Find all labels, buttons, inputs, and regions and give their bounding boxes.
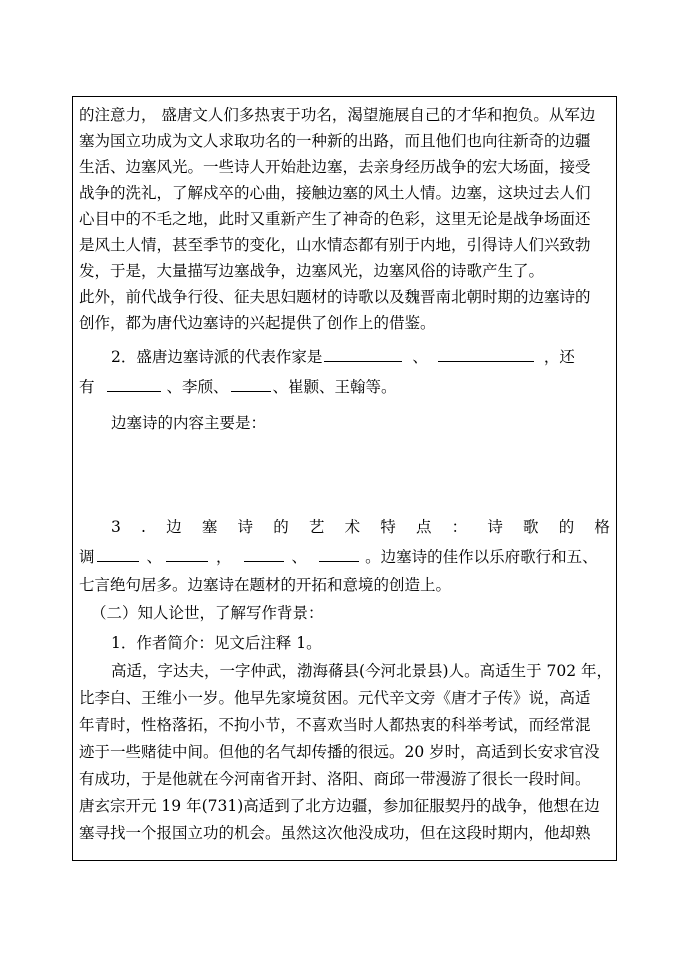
text-line: 是风土人情，甚至季节的变化，山水情态都有别于内地，引得诗人们兴致勃 — [79, 236, 591, 254]
question-2-text: 2．盛唐边塞诗派的代表作家是 — [111, 348, 323, 366]
question-3-char: 塞 — [201, 518, 218, 536]
question-3-char: 术 — [344, 518, 361, 536]
question-2-text: 、崔颢、王翰等。 — [272, 378, 397, 396]
section-heading: （二）知人论世，了解写作背景： — [91, 604, 324, 622]
question-3-char: 边 — [166, 518, 182, 536]
question-3-char: . — [141, 518, 146, 536]
question-3-char: 特 — [380, 518, 396, 536]
separator: ， — [216, 548, 232, 566]
question-3-char: 诗 — [487, 518, 503, 536]
answer-blank[interactable] — [324, 347, 402, 362]
answer-blank[interactable] — [97, 547, 139, 562]
question-3-char: ： — [451, 518, 468, 536]
separator: 、 — [146, 548, 163, 566]
text-line: 年青时，性格落拓，不拘小节，不喜欢当时人都热衷的科举考试，而经常混 — [79, 716, 591, 734]
text-line: 的注意力， 盛唐文人们多热衷于功名，渴望施展自己的才华和抱负。从军边 — [79, 106, 596, 124]
text-line: 发，于是，大量描写边塞战争，边塞风光，边塞风俗的诗歌产生了。 — [79, 262, 545, 280]
text-line: 有成功，于是他就在今河南省开封、洛阳、商邱一带漫游了很长一段时间。 — [79, 770, 591, 788]
question-3-text: 调 — [79, 548, 95, 566]
question-3-text: 。边塞诗的佳作以乐府歌行和五、 — [365, 548, 598, 566]
question-3-char: 格 — [594, 518, 610, 536]
question-3-char: 点 — [415, 518, 432, 536]
question-3-line-1 — [111, 517, 610, 537]
separator: 、 — [291, 548, 308, 566]
question-2-line-2 — [79, 377, 610, 397]
question-3-char: 诗 — [237, 518, 254, 536]
answer-blank[interactable] — [319, 547, 359, 562]
bio-heading: 1．作者简介：见文后注释 1。 — [111, 634, 322, 652]
text-line: 唐玄宗开元 19 年(731)高适到了北方边疆，参加征服契丹的战争，他想在边 — [79, 797, 600, 815]
question-3-char: 3 — [111, 518, 121, 536]
question-3-char: 的 — [273, 518, 289, 536]
text-line: 生活、边塞风光。一些诗人开始赴边塞，去亲身经历战争的宏大场面，接受 — [79, 158, 591, 176]
text-line: 七言绝句居多。边塞诗在题材的开拓和意境的创造上。 — [79, 576, 452, 594]
question-3-char: 歌 — [523, 518, 539, 536]
text-line: 创作，都为唐代边塞诗的兴起提供了创作上的借鉴。 — [79, 314, 436, 332]
question-3-char: 的 — [558, 518, 575, 536]
answer-blank[interactable] — [231, 377, 271, 392]
answer-blank[interactable] — [244, 547, 284, 562]
text-line: 战争的洗礼，了解戍卒的心曲，接触边塞的风土人情。边塞，这块过去人们 — [79, 184, 591, 202]
question-3-char: 艺 — [308, 518, 325, 536]
content-label: 边塞诗的内容主要是： — [111, 414, 267, 432]
text-line: 塞寻找一个报国立功的机会。虽然这次他没成功，但在这段时期内，他却熟 — [79, 824, 591, 842]
question-2-line-1 — [111, 347, 610, 367]
text-line: 心目中的不毛之地，此时又重新产生了神奇的色彩，这里无论是战争场面还 — [79, 210, 591, 228]
answer-blank[interactable] — [107, 377, 161, 392]
separator: ，还 — [543, 348, 575, 366]
text-line: 迹于一些赌徒中间。但他的名气却传播的很远。20 岁时，高适到长安求官没 — [79, 743, 600, 761]
separator: 、 — [412, 348, 428, 366]
text-line: 塞为国立功成为文人求取功名的一种新的出路，而且他们也向往新奇的边疆 — [79, 132, 591, 150]
text-line: 高适，字达夫，一字仲武，渤海蓨县(今河北景县)人。高适生于 702 年， — [111, 662, 613, 680]
question-2-text: 有 — [79, 378, 95, 396]
text-line: 此外，前代战争行役、征夫思妇题材的诗歌以及魏晋南北朝时期的边塞诗的 — [79, 288, 591, 306]
answer-blank[interactable] — [166, 547, 208, 562]
answer-blank[interactable] — [438, 347, 534, 362]
document-frame — [72, 96, 617, 861]
text-line: 比李白、王维小一岁。他早先家境贫困。元代辛文旁《唐才子传》说，高适 — [79, 689, 591, 707]
question-3-line-2 — [79, 547, 610, 567]
question-2-text: 、李颀、 — [166, 378, 229, 396]
